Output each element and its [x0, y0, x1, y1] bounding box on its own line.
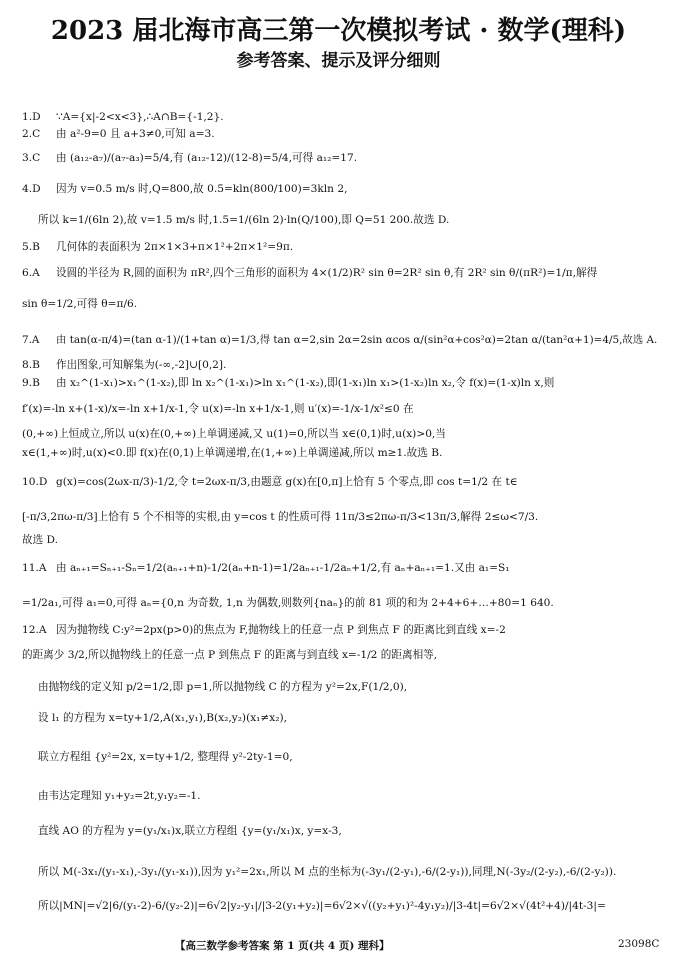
answer-line: 由韦达定理知 y₁+y₂=2t,y₁y₂=-1. — [38, 790, 201, 802]
answer-line: 2.C 由 a²-9=0 且 a+3≠0,可知 a=3. — [22, 128, 215, 140]
answer-line: [-π/3,2πω-π/3]上恰有 5 个不相等的实根,由 y=cos t 的性质可得 11π/3≤2πω-π/3<13π/3,解得 2≤ω<7/3. — [22, 511, 539, 523]
answer-line: 8.B 作出图象,可知解集为(-∞,-2]∪[0,2]. — [22, 359, 227, 371]
answer-line: 10.D g(x)=cos(2ωx-π/3)-1/2,令 t=2ωx-π/3,由题意 g(x)在[0,π]上恰有 5 个零点,即 cos t=1/2 在 t∈ — [22, 476, 518, 488]
answer-line: sin θ=1/2,可得 θ=π/6. — [22, 298, 138, 310]
answer-line: 9.B 由 x₂^(1-x₁)>x₁^(1-x₂),即 ln x₂^(1-x₁)>ln x₁^(1-x₂),即(1-x₁)ln x₁>(1-x₂)ln x₂,令 f(x)=(1-x)ln x,则 — [22, 377, 555, 389]
answer-line: x∈(1,+∞)时,u(x)<0.即 f(x)在(0,1)上单调递增,在(1,+∞)上单调递减,所以 m≥1.故选 B. — [22, 447, 443, 459]
answer-line: 的距离少 3/2,所以抛物线上的任意一点 P 到焦点 F 的距离与到直线 x=-1/2 的距离相等, — [22, 649, 438, 661]
answer-line: 11.A 由 aₙ₊₁=Sₙ₊₁-Sₙ=1/2(aₙ₊₁+n)-1/2(aₙ+n-1)=1/2aₙ₊₁-1/2aₙ+1/2,有 aₙ+aₙ₊₁=1.又由 a₁=S₁ — [22, 562, 510, 574]
answer-line: 12.A 因为抛物线 C:y²=2px(p>0)的焦点为 F,抛物线上的任意一点 P 到焦点 F 的距离比到直线 x=-2 — [22, 624, 506, 636]
answer-line: f′(x)=-ln x+(1-x)/x=-ln x+1/x-1,令 u(x)=-ln x+1/x-1,则 u′(x)=-1/x-1/x²≤0 在 — [22, 403, 414, 415]
answer-line: 设 l₁ 的方程为 x=ty+1/2,A(x₁,y₁),B(x₂,y₂)(x₁≠x₂), — [38, 712, 288, 724]
page-subtitle: 参考答案、提示及评分细则 — [236, 51, 441, 71]
answer-line: 由抛物线的定义知 p/2=1/2,即 p=1,所以抛物线 C 的方程为 y²=2x,F(1/2,0), — [38, 681, 408, 693]
answer-line: 联立方程组 {y²=2x, x=ty+1/2, 整理得 y²-2ty-1=0, — [38, 751, 293, 763]
answer-line: 所以 M(-3x₁/(y₁-x₁),-3y₁/(y₁-x₁)),因为 y₁²=2x₁,所以 M 点的坐标为(-3y₁/(2-y₁),-6/(2-y₁)),同理,N(-3y₂/(2-y₂),-6/(2-y₂)). — [38, 866, 617, 878]
answer-line: 故选 D. — [22, 534, 59, 546]
page-title: 2023 届北海市高三第一次模拟考试 · 数学(理科) — [50, 16, 627, 46]
footer-code: 23098C — [618, 938, 660, 950]
answer-line: 所以|MN|=√2|6/(y₁-2)-6/(y₂-2)|=6√2|y₂-y₁|/|3-2(y₁+y₂)|=6√2×√((y₂+y₁)²-4y₁y₂)/|3-4t|=6√2×√(4t²+4)/|4t-3|= — [38, 900, 606, 912]
answer-line: 3.C 由 (a₁₂-a₇)/(a₇-a₃)=5/4,有 (a₁₂-12)/(12-8)=5/4,可得 a₁₂=17. — [22, 152, 358, 164]
answer-line: =1/2a₁,可得 a₁=0,可得 aₙ={0,n 为奇数, 1,n 为偶数,则数列{naₙ}的前 81 项的和为 2+4+6+…+80=1 640. — [22, 597, 554, 609]
answer-line: 6.A 设圆的半径为 R,圆的面积为 πR²,四个三角形的面积为 4×(1/2)R² sin θ=2R² sin θ,有 2R² sin θ/(πR²)=1/π,解得 — [22, 267, 598, 279]
answer-line: 所以 k=1/(6ln 2),故 v=1.5 m/s 时,1.5=1/(6ln 2)·ln(Q/100),即 Q=51 200.故选 D. — [38, 214, 450, 226]
answer-line: 直线 AO 的方程为 y=(y₁/x₁)x,联立方程组 {y=(y₁/x₁)x, y=x-3, — [38, 825, 342, 837]
answer-line: (0,+∞)上恒成立,所以 u(x)在(0,+∞)上单调递减,又 u(1)=0,所以当 x∈(0,1)时,u(x)>0,当 — [22, 428, 446, 440]
footer-label: 【高三数学参考答案 第 1 页(共 4 页) 理科】 — [175, 940, 390, 952]
answer-line: 7.A 由 tan(α-π/4)=(tan α-1)/(1+tan α)=1/3,得 tan α=2,sin 2α=2sin αcos α/(sin²α+cos²α)=2tan α/(tan²α+1)=4/5,故选 A. — [22, 334, 658, 346]
answer-line: 5.B 几何体的表面积为 2π×1×3+π×1²+2π×1²=9π. — [22, 241, 294, 253]
answer-line: 4.D 因为 v=0.5 m/s 时,Q=800,故 0.5=kln(800/100)=3kln 2, — [22, 183, 348, 195]
answer-line: 1.D ∵A={x|-2<x<3},∴A∩B={-1,2}. — [22, 111, 224, 123]
